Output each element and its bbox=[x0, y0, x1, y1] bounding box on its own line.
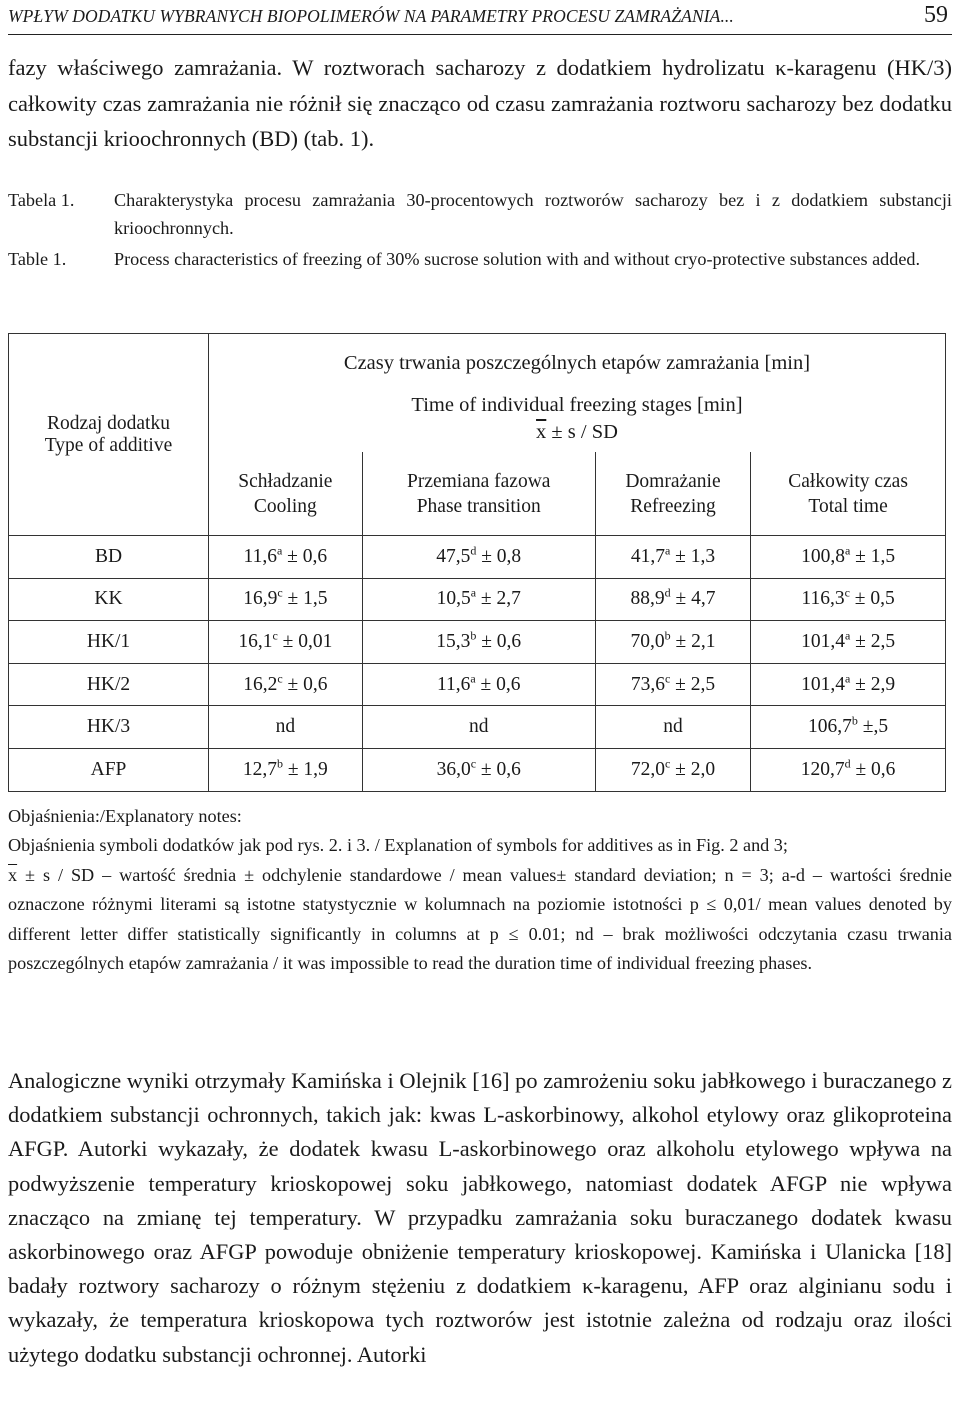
additive-cell: HK/2 bbox=[9, 663, 209, 706]
mean-value: 11,6 bbox=[243, 545, 277, 567]
mean-value: 10,5 bbox=[436, 588, 471, 610]
value-cell bbox=[209, 663, 363, 706]
significance-letter: a bbox=[844, 628, 851, 643]
sd-value: ± 0,6 bbox=[282, 673, 328, 695]
sd-value: ± 2,1 bbox=[670, 630, 716, 652]
column-header-pl: Domrażanie bbox=[625, 470, 721, 492]
x-bar-symbol: $\overline{x}$ bbox=[536, 421, 547, 443]
mean-value: 15,3 bbox=[436, 630, 471, 652]
mean-value: 70,0 bbox=[630, 630, 665, 652]
sd-value: ± 1,3 bbox=[670, 545, 716, 567]
value-cell bbox=[751, 706, 946, 749]
value-cell bbox=[751, 621, 946, 664]
value-cell bbox=[209, 621, 363, 664]
sd-value: ± 2,5 bbox=[850, 630, 896, 652]
mean-value: 16,1 bbox=[238, 630, 273, 652]
significance-letter: c bbox=[664, 756, 671, 771]
stages-header-en-block bbox=[209, 392, 946, 452]
value-cell bbox=[362, 706, 595, 749]
running-header bbox=[8, 0, 952, 35]
column-header-pl: Schładzanie bbox=[238, 470, 333, 492]
table-row bbox=[9, 663, 946, 706]
sd-value: ± 4,7 bbox=[670, 588, 716, 610]
mean-value: nd bbox=[663, 716, 683, 738]
notes-line-stats bbox=[8, 861, 952, 979]
running-title: WPŁYW DODATKU WYBRANYCH BIOPOLIMERÓW NA PARAMETRY PROCESU ZAMRAŻANIA... bbox=[8, 6, 734, 26]
value-cell bbox=[209, 578, 363, 621]
mean-value: 72,0 bbox=[630, 758, 665, 780]
value-cell bbox=[595, 578, 750, 621]
value-cell bbox=[751, 578, 946, 621]
sd-value: ±,5 bbox=[857, 716, 889, 738]
stages-header-en: Time of individual freezing stages [min] bbox=[411, 394, 743, 416]
mean-value: nd bbox=[468, 716, 489, 738]
stats-notation-rest: ± s / SD bbox=[546, 421, 618, 443]
mean-value: 36,0 bbox=[436, 758, 471, 780]
mean-value: 11,6 bbox=[436, 673, 471, 695]
stats-notation bbox=[209, 419, 945, 446]
mean-value: 73,6 bbox=[630, 673, 665, 695]
mean-value: 101,4 bbox=[801, 673, 845, 695]
table-row bbox=[9, 578, 946, 621]
column-header bbox=[209, 452, 363, 536]
mean-value: nd bbox=[275, 716, 296, 738]
column-header-en: Phase transition bbox=[416, 495, 541, 517]
sd-value: ± 2,0 bbox=[670, 758, 716, 780]
sd-value: ± 0,8 bbox=[476, 545, 522, 567]
value-cell bbox=[362, 578, 595, 621]
table-row bbox=[9, 706, 946, 749]
sd-value: ± 1,5 bbox=[850, 545, 896, 567]
sd-value: ± 0,6 bbox=[476, 758, 521, 780]
column-header-pl: Przemiana fazowa bbox=[406, 470, 551, 492]
significance-letter: b bbox=[276, 756, 283, 771]
significance-letter: b bbox=[664, 628, 671, 643]
stages-header-pl: Czasy trwania poszczególnych etapów zamrażania [min] bbox=[209, 334, 946, 393]
sd-value: ± 2,7 bbox=[476, 588, 521, 610]
mean-value: 101,4 bbox=[801, 630, 845, 652]
significance-letter: a bbox=[276, 543, 283, 558]
significance-letter: a bbox=[844, 671, 851, 686]
value-cell bbox=[362, 663, 595, 706]
significance-letter: d bbox=[664, 585, 671, 600]
value-cell bbox=[595, 536, 750, 579]
additive-cell: HK/3 bbox=[9, 706, 209, 749]
caption-label-en: Table 1. bbox=[8, 249, 67, 269]
sd-value: ± 0,01 bbox=[277, 630, 333, 652]
additive-header-en: Type of additive bbox=[44, 434, 173, 456]
column-header bbox=[751, 452, 946, 536]
significance-letter: b bbox=[470, 628, 477, 643]
value-cell bbox=[362, 748, 595, 791]
value-cell bbox=[751, 663, 946, 706]
value-cell bbox=[209, 536, 363, 579]
intro-paragraph: fazy właściwego zamrażania. W roztworach sacharozy z dodatkiem hydrolizatu κ-karagenu (HK/3) całkowity czas zamrażania nie różnił się znacząco od czasu zamrażania roztworu sacharozy bez dodatku substancji krioochronnych (BD) (tab. 1). bbox=[8, 55, 952, 151]
freezing-table bbox=[8, 333, 946, 792]
significance-letter: b bbox=[851, 713, 858, 728]
additive-cell: BD bbox=[9, 536, 209, 579]
sd-value: ± 0,6 bbox=[282, 545, 328, 567]
significance-letter: c bbox=[664, 671, 671, 686]
column-header-pl: Całkowity czas bbox=[788, 470, 908, 492]
significance-letter: c bbox=[277, 671, 283, 686]
significance-letter: c bbox=[470, 756, 477, 771]
mean-value: 88,9 bbox=[630, 588, 665, 610]
value-cell bbox=[595, 621, 750, 664]
value-cell bbox=[751, 536, 946, 579]
caption-label-pl: Tabela 1. bbox=[8, 190, 75, 210]
additive-header-pl: Rodzaj dodatku bbox=[47, 412, 170, 434]
page-number: 59 bbox=[924, 2, 948, 28]
significance-letter: a bbox=[664, 543, 671, 558]
notes-x-bar-symbol: $\overline{x}$ bbox=[8, 864, 18, 885]
mean-value: 16,2 bbox=[243, 673, 278, 695]
sd-value: ± 0,6 bbox=[850, 758, 896, 780]
value-cell bbox=[595, 748, 750, 791]
value-cell bbox=[595, 706, 750, 749]
sd-value: ± 0,5 bbox=[849, 588, 895, 610]
value-cell bbox=[209, 748, 363, 791]
table-row bbox=[9, 621, 946, 664]
notes-heading: Objaśnienia:/Explanatory notes: bbox=[8, 806, 242, 826]
value-cell bbox=[362, 536, 595, 579]
significance-letter: a bbox=[470, 585, 477, 600]
value-cell bbox=[362, 621, 595, 664]
significance-letter: c bbox=[277, 585, 283, 600]
closing-paragraph: Analogiczne wyniki otrzymały Kamińska i Olejnik [16] po zamrożeniu soku jabłkowego i buraczanego z dodatkiem substancji ochronnych, takich jak: kwas L-askorbinowy, alkohol etylowy oraz glikoproteina AFGP. Autorki wykazały, że dodatek kwasu L-askorbinowego oraz alkoholu etylowego wpływa na podwyższenie temperatury krioskopowej soku jabłkowego, natomiast dodatek AFGP nie wpływa znacząco na zmianę tej temperatury. W przypadku zamrażania soku buraczanego dodatek kwasu askorbinowego oraz AFGP powoduje obniżenie temperatury krioskopowej. Kamińska i Ulanicka [18] badały roztwory sacharozy o różnym stężeniu z dodatkiem κ-karagenu, AFP oraz alginianu sodu i wykazały, że temperatura krioskopowa tych roztworów jest istotnie zależna od rodzaju oraz ilości użytego dodatku substancji ochronnej. Autorki bbox=[8, 1068, 952, 1367]
table-row bbox=[9, 748, 946, 791]
column-header-en: Cooling bbox=[253, 495, 317, 517]
additive-cell: AFP bbox=[9, 748, 209, 791]
mean-value: 12,7 bbox=[242, 758, 277, 780]
mean-value: 47,5 bbox=[436, 545, 471, 567]
additive-cell: KK bbox=[9, 578, 209, 621]
value-cell bbox=[209, 706, 363, 749]
caption-text-en: Process characteristics of freezing of 30% sucrose solution with and without cryo-protective substances added. bbox=[114, 249, 921, 269]
notes-stats-text: ± s / SD – wartość średnia ± odchylenie standardowe / mean values± standard deviation; n = 3; a-d – wartości średnie oznaczone różnymi literami są istotne statystycznie w kolumnach na poziomie istotności p ≤ 0,01/ mean values denoted by different letter differ statistically significantly in columns at p ≤ 0.01; nd – brak możliwości odczytania czasu trwania poszczególnych etapów zamrażania / it was impossible to read the duration time of individual freezing phases. bbox=[8, 864, 953, 973]
sd-value: ± 0,6 bbox=[476, 630, 522, 652]
caption-text-pl: Charakterystyka procesu zamrażania 30-procentowych roztworów sacharozy bez i z dodatkiem substancji krioochronnych. bbox=[114, 190, 952, 238]
mean-value: 16,9 bbox=[243, 588, 278, 610]
significance-letter: c bbox=[272, 628, 278, 643]
additive-column-header bbox=[9, 334, 209, 536]
sd-value: ± 0,6 bbox=[475, 673, 521, 695]
mean-value: 120,7 bbox=[800, 758, 845, 780]
table-row bbox=[9, 536, 946, 579]
column-header bbox=[595, 452, 750, 536]
additive-cell: HK/1 bbox=[9, 621, 209, 664]
significance-letter: a bbox=[844, 543, 851, 558]
significance-letter: d bbox=[470, 543, 477, 558]
value-cell bbox=[751, 748, 946, 791]
explanatory-notes bbox=[8, 831, 952, 979]
mean-value: 100,8 bbox=[801, 545, 845, 567]
column-header bbox=[362, 452, 595, 536]
sd-value: ± 2,9 bbox=[850, 673, 896, 695]
significance-letter: a bbox=[470, 671, 476, 686]
sd-value: ± 1,9 bbox=[282, 758, 328, 780]
column-header-en: Total time bbox=[808, 495, 888, 517]
mean-value: 41,7 bbox=[630, 545, 665, 567]
value-cell bbox=[595, 663, 750, 706]
sd-value: ± 1,5 bbox=[282, 588, 328, 610]
sd-value: ± 2,5 bbox=[670, 673, 716, 695]
mean-value: 106,7 bbox=[808, 716, 852, 738]
notes-line-symbols: Objaśnienia symboli dodatków jak pod rys. 2. i 3. / Explanation of symbols for additives as in Fig. 2 and 3; bbox=[8, 835, 788, 855]
significance-letter: c bbox=[844, 585, 850, 600]
significance-letter: d bbox=[844, 756, 851, 771]
column-header-en: Refreezing bbox=[630, 495, 716, 517]
mean-value: 116,3 bbox=[801, 588, 845, 610]
